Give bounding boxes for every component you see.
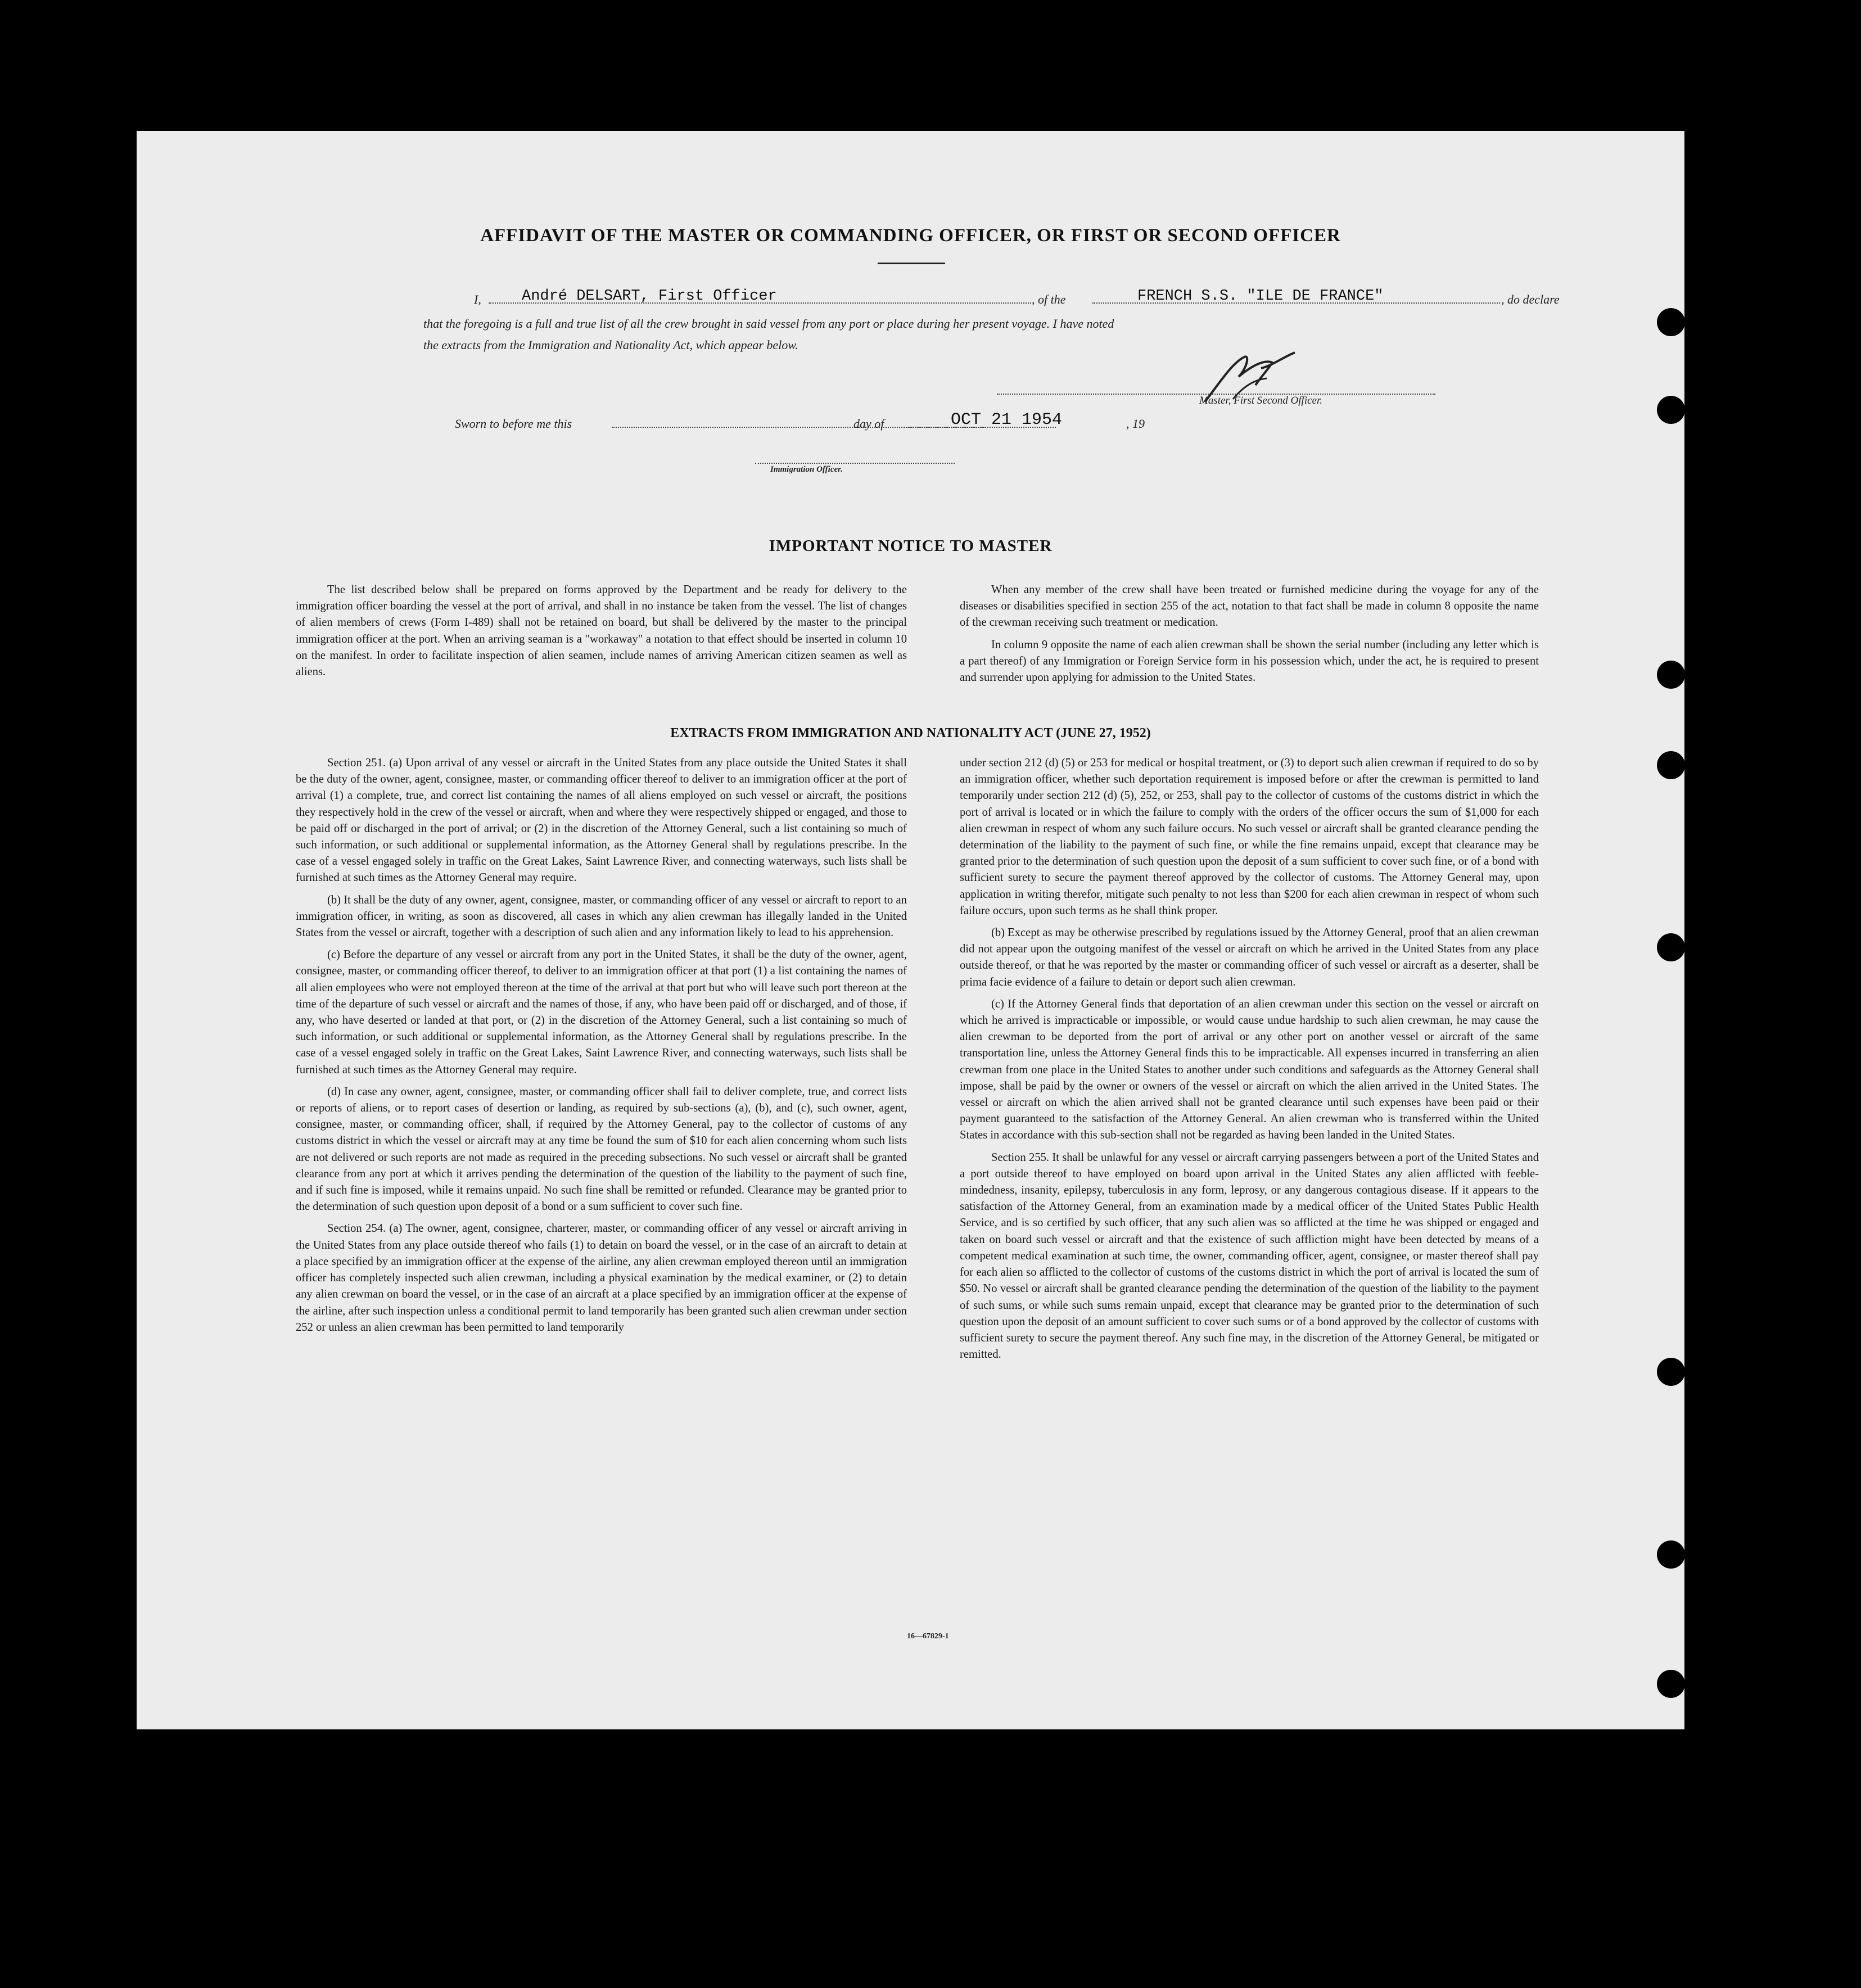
sworn-date-stamp: OCT 21 1954 [951,410,1063,430]
extracts-title: EXTRACTS FROM IMMIGRATION AND NATIONALITY ACT (JUNE 27, 1952) [670,726,1151,740]
notice-right-column [960,582,1539,692]
extracts-right-column [960,755,1539,1368]
officer-fill-line [755,463,955,464]
affidavit-title: AFFIDAVIT OF THE MASTER OR COMMANDING OFFICER, OR FIRST OR SECOND OFFICER [480,225,1341,246]
notice-left-paragraph: The list described below shall be prepared on forms approved by the Department and be ready for delivery to the immigration officer boarding the vessel at the port of arrival, and shall in no instance be taken from the vessel. The list of changes of alien members of crews (Form I-489) shall not be retained on board, but shall be delivered by the master to the principal immigration officer at the port. When an arriving seaman is a "workaway" a notation to that effect should be inserted in column 10 on the manifest. In order to facilitate inspection of alien seamen, include names of arriving American citizen seamen as well as aliens. [296,584,907,679]
signature-caption: Master, First Second Officer. [1199,395,1323,406]
section-255: Section 255. It shall be unlawful for any vessel or aircraft carrying passengers between a port of the United States and a port outside thereof to have employed on board upon arrival in the United States any alien afflicted with feeble-mindedness, insanity, epilepsy, tuberculosis in any form, leprosy, or any dangerous contagious disease. If it appears to the satisfaction of the Attorney General, from an examination made by a medical officer of the United States Public Health Service, and is so certified by such officer, that any such alien was so afflicted at the time he was shipped or engaged and taken on board such vessel or aircraft and that the existence of such affliction might have been detected by means of a competent medical examination at such time, the owner, commanding officer, agent, consignee, or master thereof shall pay for each alien so afflicted to the collector of customs of the customs district in which the port of arrival is located the sum of $50. No vessel or aircraft shall be granted clearance pending the determination of the question of the liability to the payment of such sums, or while such sums remain unpaid, except that clearance may be granted prior to the determination of such question upon the deposit of an amount sufficient to cover such sums or of a bond approved by the collector of customs with sufficient surety to secure the payment thereof. Any such fine may, in the discretion of the Attorney General, be mitigated or remitted. [960,1151,1539,1361]
decl-line-2: that the foregoing is a full and true list of all the crew brought in said vessel from any port or place during her present voyage. I have noted [423,317,1114,331]
binder-hole [1657,396,1685,424]
notice-title: IMPORTANT NOTICE TO MASTER [769,537,1053,555]
binder-hole [1657,1670,1685,1698]
year-prefix: , 19 [1126,417,1145,431]
section-251-c: (c) Before the departure of any vessel or aircraft from any port in the United States, it shall be the duty of the owner, agent, consignee, master, or commanding officer thereof, to deliver to an immigration officer at that port (1) a list containing the names of all alien employees who were not employed thereon at the time of the arrival at that port but who will leave such port thereon at the time of the departure of such vessel or aircraft and the names of those, if any, who have been paid off or discharged, and of those, if any, who have deserted or landed at that port, or (2) in the discretion of the Attorney General, such a list containing so much of such information, or such additional or supplemental information, as the Attorney General shall by regulations prescribe. In the case of a vessel engaged solely in traffic on the Great Lakes, Saint Lawrence River, and connecting waterways, such lists shall be furnished at such times as the Attorney General may require. [296,948,907,1076]
title-rule [878,263,945,264]
vessel-name: FRENCH S.S. "ILE DE FRANCE" [1137,288,1384,305]
officer-name: André DELSART, First Officer [522,288,777,305]
extracts-left-column [296,755,907,1341]
binder-hole [1657,661,1685,689]
decl-i: I, [474,292,481,306]
document-page [137,131,1684,1729]
decl-line-3: the extracts from the Immigration and Nationality Act, which appear below. [423,338,798,352]
immigration-officer-caption: Immigration Officer. [770,465,843,474]
section-254-a-continued: under section 212 (d) (5) or 253 for medical or hospital treatment, or (3) to deport such alien crewman if required to do so by an immigration officer, whether such deportation requirement is imposed before or after the crewman is permitted to land temporarily under section 212 (d) (5), 252, or 253, shall pay to the collector of customs of the customs district in which the port of arrival is located or in which the failure to comply with the orders of the officer occurs the sum of $1,000 for each alien crewman in respect of whom any such failure occurs. No such vessel or aircraft shall be granted clearance pending the determination of the liability to the payment of such fine, or while the fine remains unpaid, except that clearance may be granted prior to the determination of such question upon the deposit of a sum sufficient to cover such fine, or of a bond with sufficient surety to secure the payment thereof approved by the collector of customs. The Attorney General may, upon application in writing therefor, mitigate such penalty to not less than $200 for each alien crewman in respect of whom such failure occurs, upon such terms as he shall think proper. [960,757,1539,917]
binder-hole [1657,1540,1685,1569]
section-254-b: (b) Except as may be otherwise prescribed by regulations issued by the Attorney General, proof that an alien crewman did not appear upon the outgoing manifest of the vessel or aircraft on which he arrived in the United States from any place outside thereof, or that he was reported by the master or commanding officer of such vessel or aircraft as a deserter, shall be prima facie evidence of a failure to detain or deport such alien crewman. [960,927,1539,988]
binder-hole [1657,933,1685,961]
decl-do-declare: , do declare [1501,292,1560,306]
section-251-d: (d) In case any owner, agent, consignee, master, or commanding officer shall fail to deliver complete, true, and correct lists or reports of aliens, or to report cases of desertion or landing, as required by sub-sections (a), (b), and (c), such owner, agent, consignee, master, or commanding officer, shall, if required by the Attorney General, pay to the collector of customs of any customs district in which the vessel or aircraft may at any time be found the sum of $10 for each alien concerning whom such lists are not delivered or such reports are not made as required in the preceding subsections. No such vessel or aircraft shall be granted clearance from any port at which it arrives pending the determination of the question of the liability to the payment of such fine, and if such fine is imposed, while it remains unpaid. No such fine shall be remitted or refunded. Clearance may be granted prior to the determination of such question upon deposit of a bond or a sum sufficient to cover such fine. [296,1085,907,1213]
notice-left-column [296,582,907,686]
section-251-b: (b) It shall be the duty of any owner, agent, consignee, master, or commanding officer of any vessel or aircraft to report to an immigration officer, in writing, as soon as discovered, all cases in which any alien crewman has illegally landed in the United States from the vessel or aircraft, together with a description of such alien and any information likely to lead to his apprehension. [296,893,907,939]
notice-right-paragraph-1: When any member of the crew shall have been treated or furnished medicine during the voyage for any of the diseases or disabilities specified in section 255 of the act, notation to that fact shall be made in column 8 opposite the name of the crewman receiving such treatment or medication. [960,584,1539,629]
binder-hole [1657,1358,1685,1386]
form-number: 16—67829-1 [907,1632,949,1641]
notice-right-paragraph-2: In column 9 opposite the name of each alien crewman shall be shown the serial number (including any letter which is a part thereof) of any Immigration or Foreign Service form in his possession which, under the act, he is required to present and surrender upon applying for admission to the United States. [960,638,1539,684]
section-254-c: (c) If the Attorney General finds that deportation of an alien crewman under this section on the vessel or aircraft on which he arrived is impracticable or impossible, or would cause undue hardship to such alien crewman, he may cause the alien crewman to be deported from the port of arrival or any other port on another vessel or aircraft of the same transportation line, unless the Attorney General finds this to be impracticable. All expenses incurred in transferring an alien crewman from one place in the United States to another under such conditions and safeguards as the Attorney General shall impose, shall be paid by the owner or owners of the vessel or aircraft on which the alien arrived in the United States. The vessel or aircraft on which the alien arrived shall not be granted clearance until such expenses have been paid or their payment guaranteed to the satisfaction of the Attorney General. An alien crewman who is transferred within the United States in accordance with this sub-section shall not be regarded as having been landed in the United States. [960,997,1539,1142]
binder-hole [1657,308,1685,336]
sworn-label: Sworn to before me this [455,417,572,431]
binder-hole [1657,751,1685,779]
day-of-label: day of [853,417,884,431]
section-254-a: Section 254. (a) The owner, agent, consignee, charterer, master, or commanding officer of any vessel or aircraft arriving in the United States from any place outside thereof who fails (1) to detain on board the vessel, or in the case of an aircraft to detain at a place specified by an immigration officer at the expense of the airline, any alien crewman employed thereon until an immigration officer has completely inspected such alien crewman, including a physical examination by the medical examiner, or (2) to detain any alien crewman on board the vessel, or in the case of an aircraft at a place specified by an immigration officer at the expense of the airline, after such inspection unless a conditional permit to land temporarily has been granted such alien crewman under section 252 or unless an alien crewman has been permitted to land temporarily [296,1222,907,1334]
section-251-a: Section 251. (a) Upon arrival of any vessel or aircraft in the United States from any place outside the United States it shall be the duty of the owner, agent, consignee, master, or commanding officer thereof to deliver to an immigration officer at the port of arrival (1) a complete, true, and correct list containing the names of all aliens employed on such vessel or aircraft, the positions they respectively hold in the crew of the vessel or aircraft, when and where they were respectively shipped or engaged, and those to be paid off or discharged in the port of arrival; or (2) in the discretion of the Attorney General, such a list containing so much of such information, or such additional or supplemental information, as the Attorney General shall by regulations prescribe. In the case of a vessel engaged solely in traffic on the Great Lakes, Saint Lawrence River, and connecting waterways, such lists shall be furnished at such times as the Attorney General may require. [296,757,907,884]
decl-of-the: , of the [1032,292,1066,306]
